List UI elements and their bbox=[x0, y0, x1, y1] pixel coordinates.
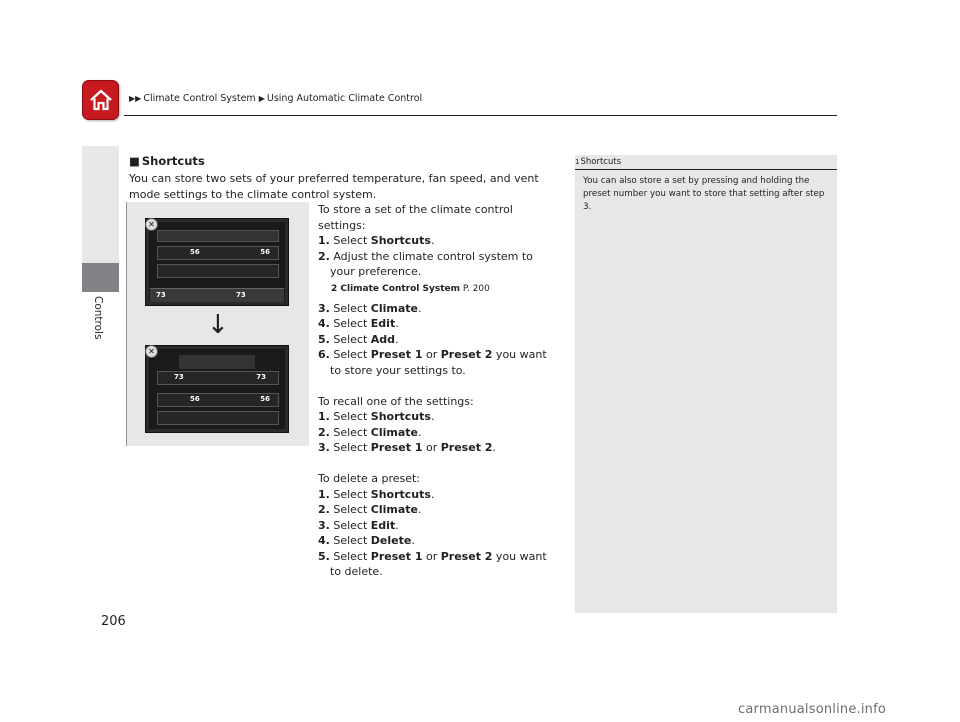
store-steps bbox=[318, 233, 558, 378]
note-text: You can also store a set by pressing and holding the preset number you want to store that setting after step 3. bbox=[583, 176, 825, 213]
driver-temp: 56 bbox=[190, 248, 200, 256]
reference-text: Climate Control System bbox=[340, 283, 460, 294]
step-number: 1. bbox=[318, 410, 330, 424]
step-keyword: Add bbox=[370, 332, 396, 346]
step-number: 2. bbox=[318, 425, 330, 439]
recall-steps bbox=[318, 409, 558, 456]
step-item bbox=[318, 487, 558, 503]
step-item bbox=[318, 518, 558, 534]
lower-right-temp: 73 bbox=[236, 291, 246, 299]
breadcrumb-arrow-icon: ▶▶ bbox=[129, 94, 142, 103]
climate-screen-bottom bbox=[145, 345, 289, 433]
step-item bbox=[318, 549, 558, 580]
step-text: . bbox=[411, 534, 415, 548]
step-keyword: Preset 1 bbox=[370, 441, 423, 455]
note-icon: 1 bbox=[575, 158, 580, 166]
step-number: 4. bbox=[318, 534, 330, 548]
step-text: . bbox=[418, 301, 422, 315]
store-title: To store a set of the climate control settings: bbox=[318, 203, 513, 232]
step-text: or bbox=[422, 441, 441, 455]
intro-text: You can store two sets of your preferred temperature, fan speed, and vent mode settings to the climate control system. bbox=[129, 172, 539, 201]
step-text: . bbox=[492, 441, 496, 455]
step-number: 3. bbox=[318, 518, 330, 532]
close-icon: ✕ bbox=[145, 218, 158, 231]
step-item bbox=[318, 347, 558, 378]
add-shortcut-header bbox=[179, 355, 255, 369]
home-icon bbox=[88, 88, 114, 112]
step-keyword: Preset 2 bbox=[440, 549, 493, 563]
step-text: . bbox=[395, 332, 399, 346]
step-keyword: Edit bbox=[370, 317, 396, 331]
header-rule bbox=[124, 115, 837, 116]
step-text: you want to delete. bbox=[330, 549, 547, 579]
step-item bbox=[318, 332, 558, 348]
step-item bbox=[318, 301, 558, 317]
step-item bbox=[318, 440, 558, 456]
step-item bbox=[318, 409, 558, 425]
step-text: . bbox=[395, 317, 399, 331]
step-keyword: Climate bbox=[370, 301, 418, 315]
preset-row-1 bbox=[157, 393, 279, 407]
home-button[interactable] bbox=[82, 80, 119, 120]
step-item bbox=[318, 502, 558, 518]
step-number: 2. bbox=[318, 249, 330, 263]
current-driver-temp: 73 bbox=[174, 373, 184, 381]
delete-steps bbox=[318, 487, 558, 581]
step-text: Select bbox=[333, 348, 371, 362]
step-text: . bbox=[418, 425, 422, 439]
step-keyword: Preset 2 bbox=[440, 348, 493, 362]
step-text: or bbox=[422, 348, 441, 362]
current-settings-row bbox=[157, 371, 279, 385]
breadcrumb bbox=[129, 93, 422, 104]
passenger-temp: 56 bbox=[260, 395, 270, 403]
delete-title: To delete a preset: bbox=[318, 471, 421, 485]
recall-title: To recall one of the settings: bbox=[318, 394, 474, 408]
step-text: you want to store your settings to. bbox=[330, 348, 547, 377]
step-keyword: Shortcuts bbox=[370, 487, 431, 501]
step-text: Select bbox=[333, 441, 371, 455]
close-icon: ✕ bbox=[145, 345, 158, 358]
preset-row-1 bbox=[157, 246, 279, 260]
shortcut-tabs bbox=[157, 230, 279, 242]
section-label: Controls bbox=[92, 296, 104, 340]
step-number: 3. bbox=[318, 441, 330, 455]
passenger-temp: 56 bbox=[260, 248, 270, 256]
step-keyword: Climate bbox=[370, 425, 418, 439]
note-title bbox=[575, 157, 837, 170]
step-number: 5. bbox=[318, 549, 330, 563]
breadcrumb-item[interactable]: Climate Control System bbox=[143, 93, 256, 104]
step-text: Select bbox=[333, 487, 371, 501]
driver-temp: 56 bbox=[190, 395, 200, 403]
step-text: Adjust the climate control system to your preference. bbox=[330, 249, 533, 279]
current-passenger-temp: 73 bbox=[256, 373, 266, 381]
step-item bbox=[318, 249, 558, 280]
page-number: 206 bbox=[101, 614, 126, 629]
square-bullet-icon: ■ bbox=[129, 154, 140, 168]
section-heading bbox=[129, 154, 205, 168]
step-number: 5. bbox=[318, 332, 330, 346]
step-text: . bbox=[395, 518, 399, 532]
breadcrumb-arrow-icon: ▶ bbox=[258, 94, 265, 103]
step-text: Select bbox=[333, 518, 371, 532]
step-text: Select bbox=[333, 425, 371, 439]
watermark: carmanualsonline.info bbox=[738, 702, 887, 717]
step-text: . bbox=[418, 503, 422, 517]
side-tab-marker bbox=[82, 263, 119, 292]
step-text: . bbox=[430, 487, 435, 501]
reference-arrow-icon: 2 bbox=[331, 283, 341, 294]
step-text: Select bbox=[333, 301, 371, 315]
step-item bbox=[318, 533, 558, 549]
note-box bbox=[575, 155, 837, 613]
step-number: 1. bbox=[318, 234, 330, 248]
step-keyword: Preset 1 bbox=[370, 549, 423, 563]
down-arrow-icon: ↓ bbox=[207, 310, 229, 340]
step-number: 4. bbox=[318, 317, 330, 331]
step-text: Select bbox=[333, 534, 371, 548]
step-text: Select bbox=[333, 503, 371, 517]
step-keyword: Preset 1 bbox=[370, 348, 423, 362]
step-keyword: Edit bbox=[370, 518, 396, 532]
instructions bbox=[318, 202, 558, 580]
note-title-text: Shortcuts bbox=[580, 157, 622, 167]
side-tab bbox=[82, 146, 119, 263]
step-keyword: Delete bbox=[370, 534, 412, 548]
step-text: Select bbox=[333, 410, 371, 424]
step-keyword: Shortcuts bbox=[370, 234, 431, 248]
lower-left-temp: 73 bbox=[156, 291, 166, 299]
step-item bbox=[318, 233, 558, 249]
climate-bar bbox=[150, 288, 284, 302]
step-text: Select bbox=[333, 234, 371, 248]
step-text: . bbox=[430, 234, 435, 248]
step-number: 3. bbox=[318, 301, 330, 315]
step-text: Select bbox=[333, 317, 371, 331]
preset-row-2 bbox=[157, 264, 279, 278]
step-text: . bbox=[430, 410, 435, 424]
preset-row-2 bbox=[157, 411, 279, 425]
step-text: Select bbox=[333, 332, 371, 346]
heading-text: Shortcuts bbox=[141, 154, 205, 168]
step-number: 2. bbox=[318, 503, 330, 517]
climate-screen-top bbox=[145, 218, 289, 306]
step-item bbox=[318, 425, 558, 441]
step-keyword: Shortcuts bbox=[370, 410, 431, 424]
reference-page: P. 200 bbox=[462, 283, 490, 294]
step-number: 1. bbox=[318, 487, 330, 501]
step-text: Select bbox=[333, 549, 371, 563]
step-text: or bbox=[422, 549, 441, 563]
step-keyword: Preset 2 bbox=[440, 441, 493, 455]
breadcrumb-item[interactable]: Using Automatic Climate Control bbox=[266, 93, 423, 104]
step-number: 6. bbox=[318, 348, 330, 362]
cross-reference[interactable] bbox=[318, 282, 558, 298]
step-keyword: Climate bbox=[370, 503, 418, 517]
step-item bbox=[318, 316, 558, 332]
